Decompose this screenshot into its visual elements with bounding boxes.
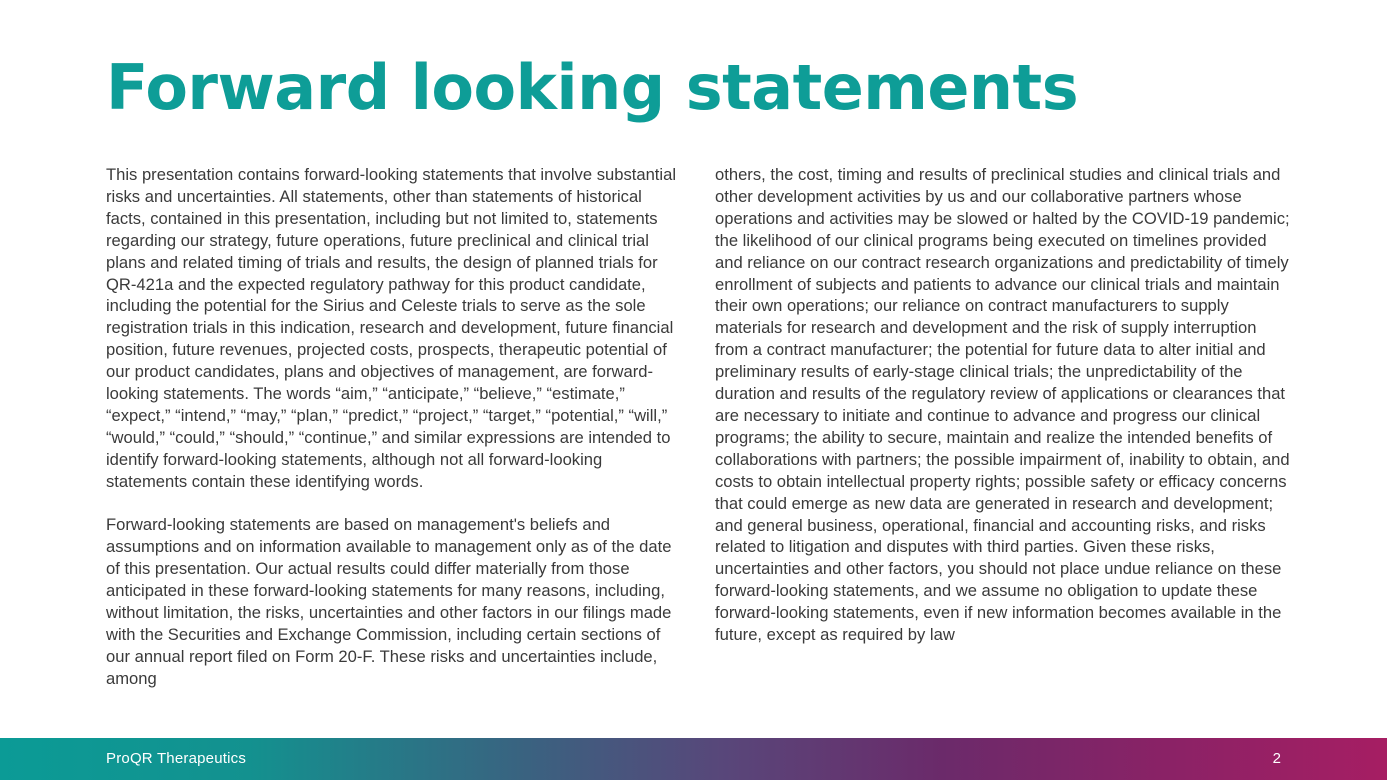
paragraph-assumptions: Forward-looking statements are based on management's beliefs and assumptions and on information available to management only as of the date of this presentation. Our actual results could differ materially from those anticipated in these forward-looking statements for many reasons, including, without limitation, the risks, uncertainties and other factors in our filings made with the Securities and Exchange Commission, including certain sections of our annual report filed on Form 20-F. These risks and uncertainties include, among: [106, 515, 672, 688]
page-number: 2: [1272, 750, 1281, 767]
footer-bar: [0, 738, 1387, 780]
right-text-column: [715, 164, 1290, 646]
paragraph-risks: others, the cost, timing and results of preclinical studies and clinical trials and other development activities by us and our collaborative partners whose operations and activities may be slowed or halted by the COVID-19 pandemic; the likelihood of our clinical programs being executed on timelines provided and reliance on our contract research organizations and predictability of timely enrollment of subjects and patients to advance our clinical trials and maintain their own operations; our reliance on contract manufacturers to supply materials for research and development and the risk of supply interruption from a contract manufacturer; the potential for future data to alter initial and preliminary results of early-stage clinical trials; the unpredictability of the duration and results of the regulatory review of applications or clearances that are necessary to initiate and continue to advance and progress our clinical programs; the ability to secure, maintain and realize the intended benefits of collaborations with partners; the possible impairment of, inability to obtain, and costs to obtain intellectual property rights; possible safety or efficacy concerns that could emerge as new data are generated in research and development; and general business, operational, financial and accounting risks, and risks related to litigation and disputes with third parties. Given these risks, uncertainties and other factors, you should not place undue reliance on these forward-looking statements, and we assume no obligation to update these forward-looking statements, even if new information becomes available in the future, except as required by law: [715, 165, 1290, 645]
footer-company-name: ProQR Therapeutics: [106, 750, 247, 767]
left-text-column: [106, 164, 681, 690]
slide-title: Forward looking statements: [106, 51, 1079, 124]
paragraph-intro: This presentation contains forward-looking statements that involve substantial risks and uncertainties. All statements, other than statements of historical facts, contained in this presentation, including but not limited to, statements regarding our strategy, future operations, future preclinical and clinical trial plans and related timing of trials and results, the design of planned trials for QR-421a and the expected regulatory pathway for this product candidate, including the potential for the Sirius and Celeste trials to serve as the sole registration trials in this indication, research and development, future financial position, future revenues, projected costs, prospects, therapeutic potential of our product candidates, plans and objectives of management, are forward-looking statements. The words “aim,” “anticipate,” “believe,” “estimate,” “expect,” “intend,” “may,” “plan,” “predict,” “project,” “target,” “potential,” “will,” “would,” “could,” “should,” “continue,” and similar expressions are intended to identify forward-looking statements, although not all forward-looking statements contain these identifying words.: [106, 165, 677, 491]
